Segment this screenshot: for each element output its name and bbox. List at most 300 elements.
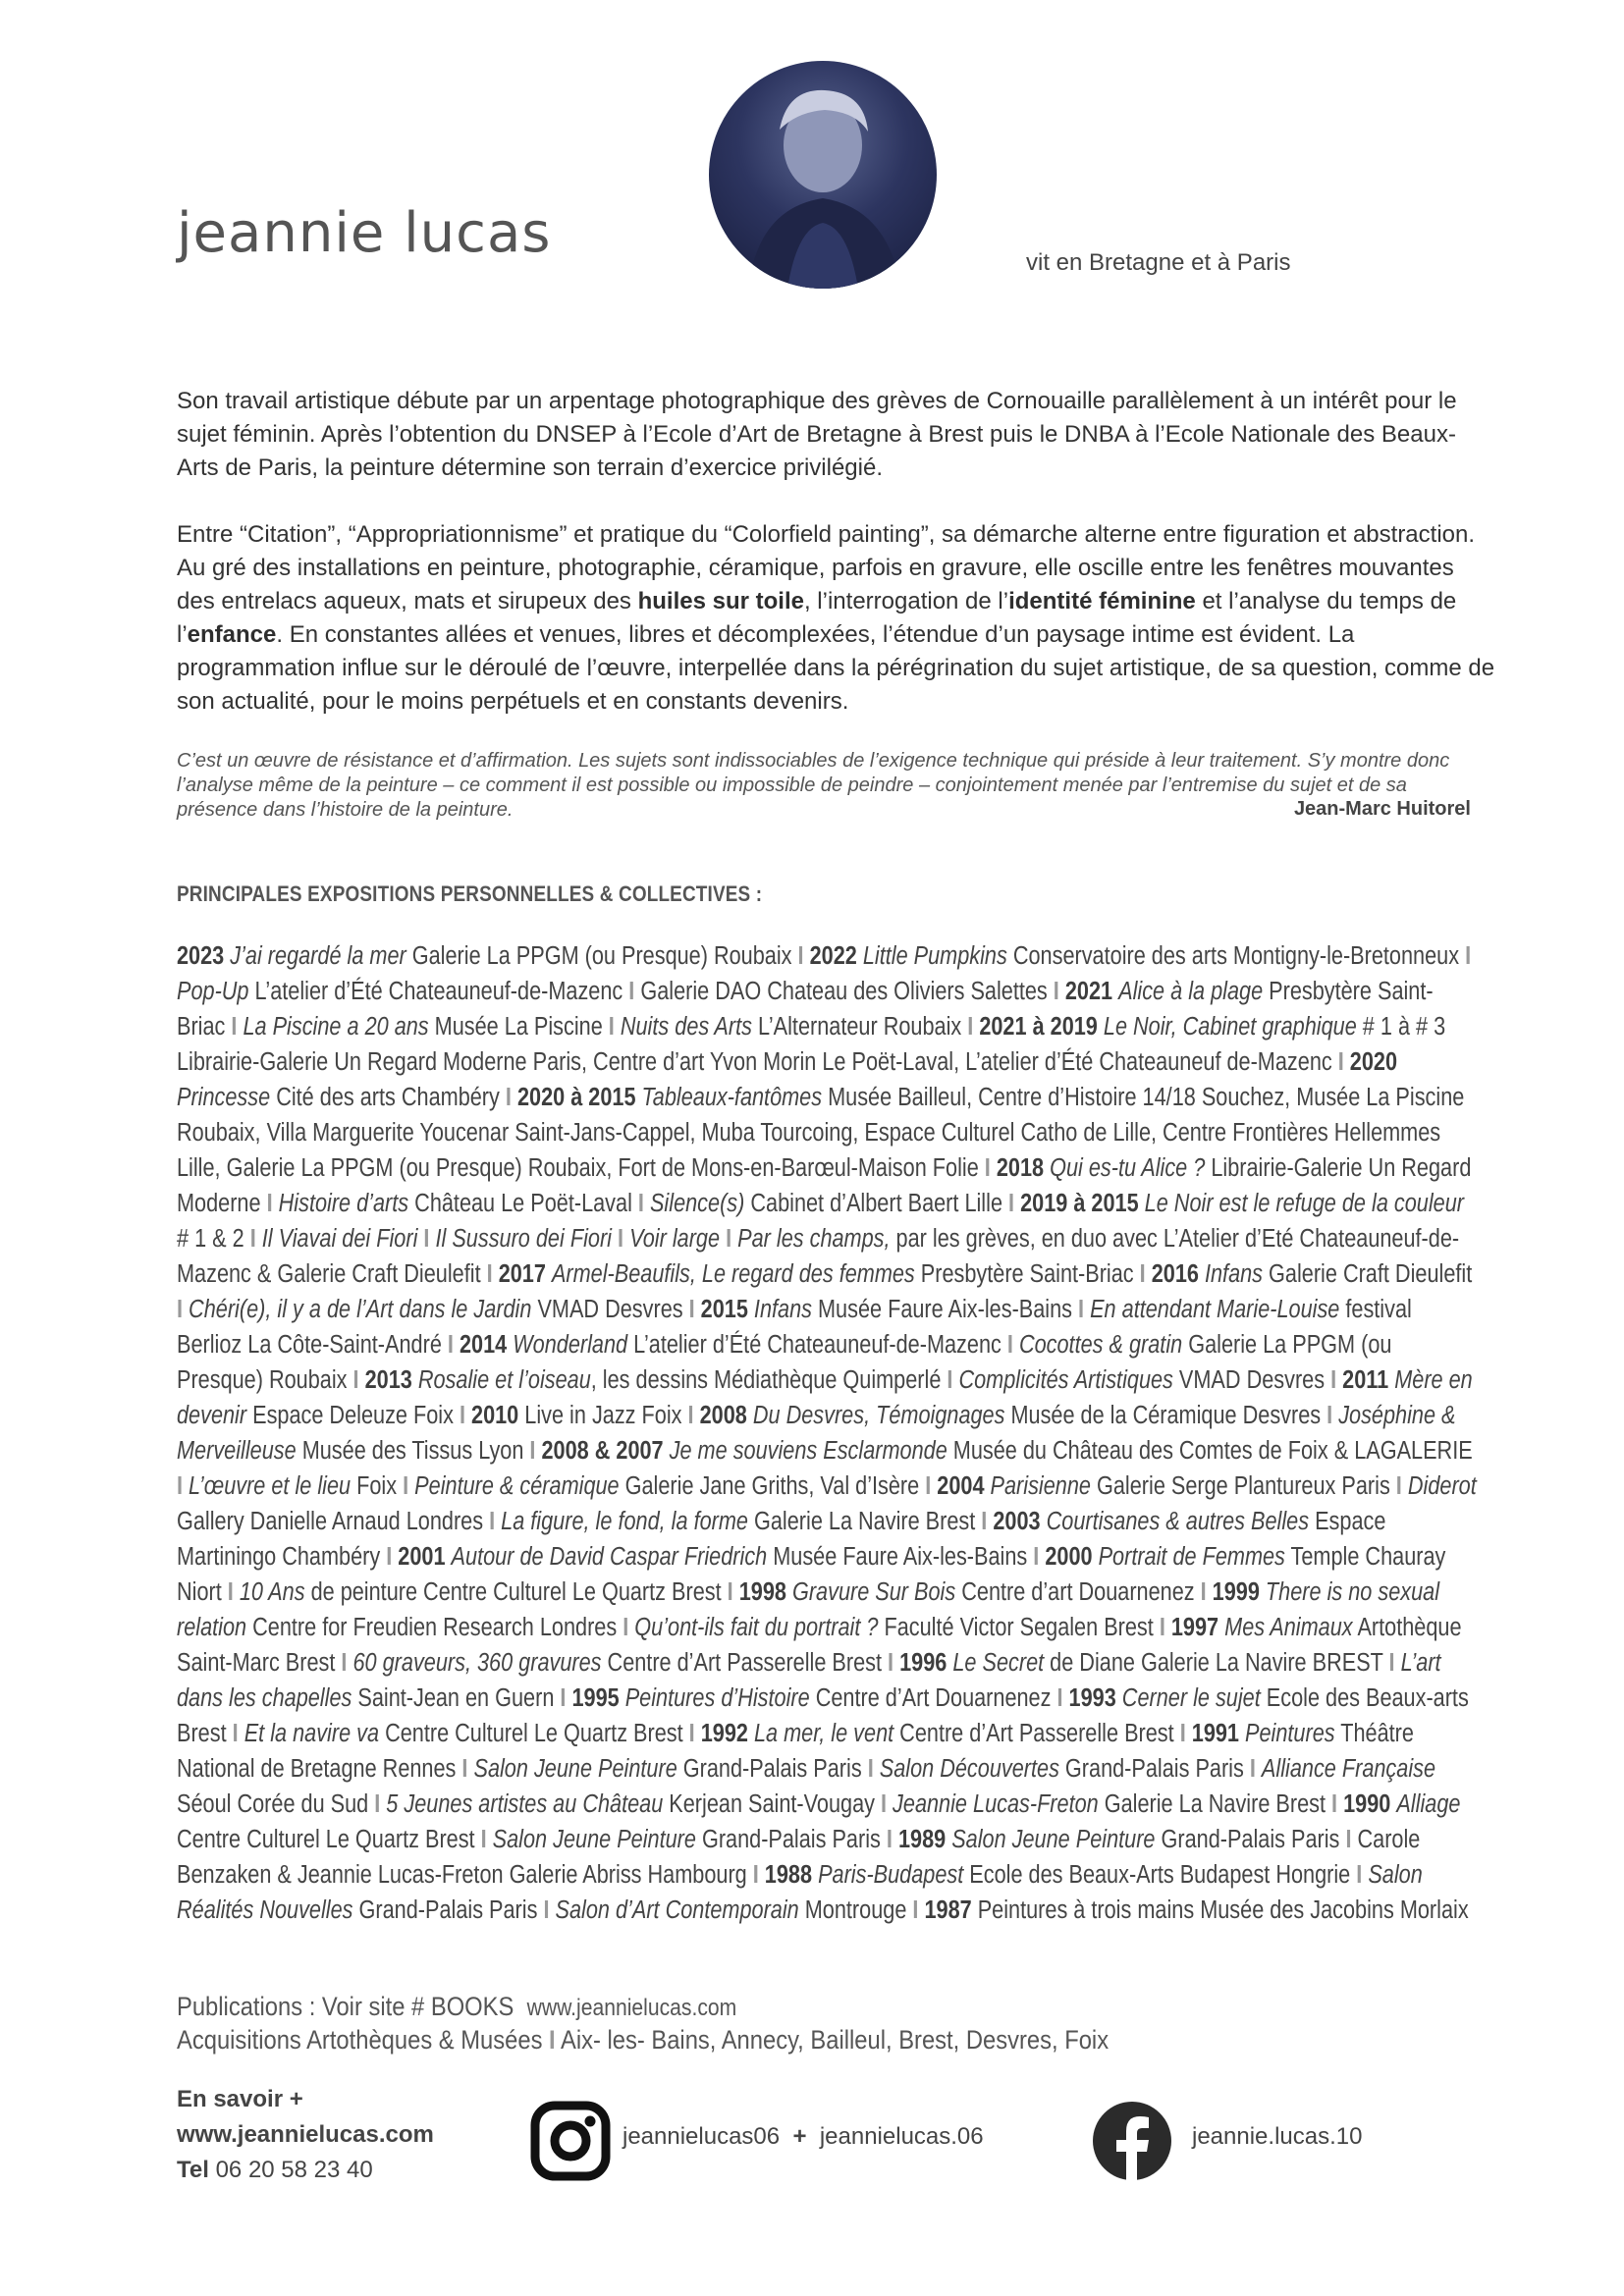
exhibition-entry — [417, 1225, 612, 1253]
exhibition-title: There is no sexual relation — [177, 1578, 1440, 1641]
exhibition-venue: Centre Culturel Le Quartz Brest — [379, 1720, 683, 1747]
instagram-handles — [623, 2123, 984, 2151]
exhibition-venue: Grand-Palais Paris — [1058, 1755, 1244, 1783]
exhibition-title: Princesse — [177, 1084, 271, 1111]
exhibition-title: Peintures — [1245, 1720, 1335, 1747]
exhibition-title: Diderot — [1407, 1472, 1477, 1500]
exhibition-year: 2020 — [1349, 1048, 1398, 1076]
phone-line — [177, 2153, 434, 2188]
exhibition-entry — [380, 1543, 1027, 1571]
publications-site-link[interactable]: www.jeannielucas.com — [526, 1995, 737, 2021]
exhibition-year: 1988 — [764, 1861, 813, 1889]
publications-block — [177, 1991, 1109, 2056]
exhibition-year: 2004 — [937, 1472, 985, 1500]
exhibition-venue: Faculté Victor Segalen Brest — [878, 1614, 1154, 1641]
exhibition-entry — [747, 1861, 1351, 1889]
separator-mark: I — [1200, 1578, 1207, 1606]
exhibition-entry — [483, 1508, 975, 1535]
exhibition-venue: Ecole des Beaux-Arts Budapest Hongrie — [963, 1861, 1351, 1889]
exhibition-venue: Galerie La PPGM (ou Presque) Roubaix — [177, 1331, 1392, 1394]
separator-mark: I — [1249, 1755, 1256, 1783]
exhibition-year: 2003 — [993, 1508, 1041, 1535]
instagram-handle[interactable]: jeannielucas.06 — [819, 2123, 984, 2150]
exhibition-title: Salon Jeune Peinture — [492, 1826, 696, 1853]
exhibition-venue: Musée des Tissus Lyon — [296, 1437, 524, 1465]
exhibition-title: En attendant Marie-Louise — [1090, 1296, 1340, 1323]
exhibition-venue: Théâtre National de Bretagne Rennes — [177, 1720, 1414, 1783]
exhibition-entry — [244, 1225, 418, 1253]
exhibition-title: Pop-Up — [177, 978, 249, 1005]
separator-mark: I — [623, 1614, 629, 1641]
separator-mark: I — [232, 1720, 239, 1747]
exhibition-year: 1992 — [700, 1720, 748, 1747]
exhibition-venue: Cabinet d’Albert Baert Lille — [744, 1190, 1003, 1217]
separator-mark: I — [489, 1508, 496, 1535]
exhibition-title: Et la navire va — [244, 1720, 380, 1747]
exhibition-entry — [231, 1013, 602, 1041]
separator-mark: I — [688, 1296, 695, 1323]
website-link[interactable]: www.jeannielucas.com — [177, 2121, 434, 2148]
publications-line: Publications : Voir site # BOOKS — [177, 1992, 514, 2021]
separator-mark: I — [1139, 1260, 1146, 1288]
exhibition-title: Salon Jeune Peinture — [951, 1826, 1156, 1853]
exhibition-year: 2011 — [1342, 1366, 1389, 1394]
exhibition-venue: Château Le Poët-Laval — [408, 1190, 632, 1217]
exhibition-entry — [906, 1896, 1468, 1924]
exhibition-venue: Artothèque Saint-Marc Brest — [177, 1614, 1462, 1677]
separator-mark: I — [1331, 1790, 1338, 1818]
exhibition-title: Salon Réalités Nouvelles — [177, 1861, 1423, 1924]
exhibition-venue: Librairie-Galerie Un Regard Moderne — [177, 1154, 1472, 1217]
separator-mark: I — [486, 1260, 493, 1288]
exhibition-year: 2023 — [177, 942, 225, 970]
exhibition-venue: # 1 & 2 — [177, 1225, 244, 1253]
exhibition-title: Je me souviens Esclarmonde — [669, 1437, 947, 1465]
exhibition-title: Parisienne — [990, 1472, 1091, 1500]
exhibition-year: 1987 — [924, 1896, 972, 1924]
exhibition-venue: Grand-Palais Paris — [1155, 1826, 1340, 1853]
exhibition-entry — [177, 942, 792, 970]
exhibition-title: Voir large — [629, 1225, 721, 1253]
separator-mark: I — [1330, 1366, 1337, 1394]
exhibition-title: Peinture & céramique — [414, 1472, 620, 1500]
exhibition-venue: Foix — [351, 1472, 398, 1500]
exhibition-entry — [862, 1755, 1244, 1783]
exhibition-year: 2022 — [809, 942, 857, 970]
exhibition-entry — [875, 1790, 1326, 1818]
instagram-icon[interactable] — [530, 2101, 611, 2181]
separator-mark: I — [560, 1684, 567, 1712]
exhibition-entry — [683, 1720, 1174, 1747]
exhibition-venue: Espace Martiningo Chambéry — [177, 1508, 1386, 1571]
exhibition-title: La Piscine a 20 ans — [243, 1013, 429, 1041]
separator-mark: I — [374, 1790, 381, 1818]
separator-mark: I — [984, 1154, 991, 1182]
exhibition-title: L’œuvre et le lieu — [189, 1472, 352, 1500]
separator-mark: I — [1356, 1861, 1363, 1889]
exhibition-venue: Montrouge — [798, 1896, 907, 1924]
exhibition-entry — [177, 1296, 683, 1323]
exhibition-venue: Centre d’Art Passerelle Brest — [893, 1720, 1174, 1747]
exhibition-year: 2017 — [498, 1260, 546, 1288]
contact-block — [177, 2082, 434, 2188]
exhibition-year: 2019 à 2015 — [1020, 1190, 1139, 1217]
exhibition-entry — [442, 1331, 1001, 1359]
exhibition-venue: VMAD Desvres — [531, 1296, 683, 1323]
exhibition-title: Silence(s) — [649, 1190, 745, 1217]
exhibition-entry — [882, 1649, 1382, 1677]
exhibition-venue: Musée Faure Aix-les-Bains — [767, 1543, 1028, 1571]
exhibition-title: 5 Jeunes artistes au Château — [386, 1790, 664, 1818]
separator-mark: I — [726, 1225, 732, 1253]
exhibition-year: 2015 — [700, 1296, 748, 1323]
intro-paragraph-1-text: Son travail artistique débute par un arpentage photographique des grèves de Cornouaille parallèlement à un intérêt pour le sujet féminin. Après l’obtention du DNSEP à l’Ecole d’Art de Bretagne à Brest puis le DNBA à l’Ecole Nationale des Beaux-Arts de Paris, la peinture détermine son terrain d’exercice privilégié. — [177, 388, 1457, 481]
exhibition-title: Nuits des Arts — [620, 1013, 752, 1041]
separator-mark: I — [1033, 1543, 1040, 1571]
exhibition-entry — [523, 1437, 1472, 1465]
separator-mark: I — [543, 1896, 550, 1924]
exhibition-title: Alice à la plage — [1118, 978, 1264, 1005]
exhibition-venue: Conservatoire des arts Montigny-le-Bretonneux — [1006, 942, 1466, 970]
separator-mark: I — [1326, 1402, 1333, 1429]
exhibition-year: 1995 — [571, 1684, 620, 1712]
exhibition-venue: Musée de la Céramique Desvres — [1004, 1402, 1322, 1429]
exhibition-title: Par les champs, — [737, 1225, 891, 1253]
exhibition-title: Peintures d’Histoire — [624, 1684, 810, 1712]
exhibition-venue: Musée du Château des Comtes de Foix & LAGALERIE — [947, 1437, 1473, 1465]
exhibition-title: 10 Ans — [239, 1578, 305, 1606]
separator-mark: I — [1465, 942, 1472, 970]
exhibition-entry — [454, 1402, 682, 1429]
separator-mark: I — [925, 1472, 932, 1500]
intro-text: Entre “Citation”, “Appropriationnisme” et pratique du “Colorfield painting”, sa démarche alterne entre figuration et abstraction. Au gré des installations en peinture, photographie, céramique, parfois en gravure, elle oscille entre les fenêtres mouvantes des entrelacs aqueux, mats et sirupeux des — [177, 521, 1476, 614]
exhibition-entry — [267, 1190, 632, 1217]
exhibition-title: Il Viavai dei Fiori — [261, 1225, 418, 1253]
exhibition-venue: Espace Deleuze Foix — [246, 1402, 454, 1429]
exhibition-year: 1990 — [1343, 1790, 1391, 1818]
exhibition-year: 2021 à 2019 — [979, 1013, 1098, 1041]
intro-text: . En constantes allées et venues, libres et décomplexées, l’étendue d’un paysage intime est évident. La programmation influe sur le déroulé de l’œuvre, interpellée dans la pérégrination du sujet artistique, de sa question, comme de son actualité, pour le moins perpétuels et en constants devenirs. — [177, 621, 1495, 715]
exhibition-year: 2013 — [364, 1366, 412, 1394]
exhibition-venue: Ecole des Beaux-arts Brest — [177, 1684, 1469, 1747]
exhibition-entry — [348, 1366, 942, 1394]
exhibition-venue: Carole Benzaken & Jeannie Lucas-Freton Galerie Abriss Hambourg — [177, 1826, 1421, 1889]
separator-mark: I — [423, 1225, 430, 1253]
exhibitions-list — [177, 938, 1479, 1928]
exhibition-venue: Gallery Danielle Arnaud Londres — [177, 1508, 484, 1535]
exhibition-title: Le Secret — [952, 1649, 1045, 1677]
intro-highlight: identité féminine — [1008, 588, 1196, 614]
exhibition-entry — [683, 1296, 1072, 1323]
exhibition-title: Tableaux-fantômes — [641, 1084, 823, 1111]
exhibition-entry — [368, 1790, 875, 1818]
exhibition-venue: L’atelier d’Été Chateauneuf-de-Mazenc — [627, 1331, 1001, 1359]
instagram-handle[interactable]: jeannielucas06 — [623, 2123, 781, 2150]
exhibition-entry — [617, 1614, 1154, 1641]
separator-mark: I — [1056, 1684, 1063, 1712]
separator-mark: I — [403, 1472, 409, 1500]
acquisitions-places: Aix- les- Bains, Annecy, Bailleul, Brest, Desvres, Foix — [560, 2025, 1110, 2055]
exhibition-year: 1998 — [738, 1578, 786, 1606]
exhibition-title: La figure, le fond, la forme — [501, 1508, 748, 1535]
exhibition-title: Wonderland — [513, 1331, 628, 1359]
acquisitions-line: Acquisitions Artothèques & Musées — [177, 2025, 543, 2055]
location-text: vit en Bretagne et à Paris — [1026, 249, 1291, 276]
exhibition-year: 1993 — [1068, 1684, 1116, 1712]
exhibition-title: Paris-Budapest — [818, 1861, 964, 1889]
exhibition-title: Gravure Sur Bois — [791, 1578, 956, 1606]
exhibition-title: Qui es-tu Alice ? — [1050, 1154, 1206, 1182]
exhibition-entry — [177, 1472, 397, 1500]
separator-mark: I — [231, 1013, 238, 1041]
exhibition-title: Infans — [753, 1296, 812, 1323]
separator-mark: I — [688, 1720, 695, 1747]
separator-mark: I — [461, 1755, 468, 1783]
exhibition-entry — [632, 1190, 1002, 1217]
learn-more-label: En savoir + — [177, 2086, 303, 2112]
exhibition-title: Cocottes & gratin — [1018, 1331, 1183, 1359]
exhibition-entry — [941, 1366, 1325, 1394]
exhibition-year: 1989 — [897, 1826, 947, 1853]
separator-mark: I — [797, 942, 804, 970]
exhibition-venue: Presbytère Saint-Briac — [177, 978, 1434, 1041]
exhibition-venue: Musée Bailleul, Centre d’Histoire 14/18 Souchez, Musée La Piscine Roubaix, Villa Marguerite Youcenar Saint-Jans-Cappel, Muba Tourcoing, Espace Culturel Catho de Lille, Centre Frontières Hellemmes Lille, Galerie La PPGM (ou Presque) Roubaix, Fort de Mons-en-Barœul-Maison Folie — [177, 1084, 1465, 1182]
exhibition-venue: Peintures à trois mains Musée des Jacobins Morlaix — [977, 1896, 1469, 1924]
exhibition-year: 2016 — [1151, 1260, 1199, 1288]
exhibition-entry — [537, 1896, 906, 1924]
separator-mark: I — [266, 1190, 273, 1217]
exhibition-venue: de peinture Centre Culturel Le Quartz Brest — [304, 1578, 722, 1606]
exhibition-title: Rosalie et l’oiseau — [417, 1366, 591, 1394]
separator-mark: I — [1337, 1048, 1344, 1076]
separator-mark: I — [1395, 1472, 1402, 1500]
separator-mark: I — [947, 1366, 953, 1394]
exhibition-entry — [919, 1472, 1390, 1500]
intro-text: , l’interrogation de l’ — [803, 588, 1009, 614]
separator-mark: I — [637, 1190, 644, 1217]
separator-mark: I — [867, 1755, 874, 1783]
exhibition-year: 1999 — [1212, 1578, 1260, 1606]
phone-label: Tel — [177, 2157, 209, 2183]
separator-mark: I — [888, 1649, 894, 1677]
exhibition-title: Qu’ont-ils fait du portrait ? — [634, 1614, 879, 1641]
exhibition-venue: , les dessins Médiathèque Quimperlé — [590, 1366, 942, 1394]
separator-mark: I — [752, 1861, 759, 1889]
separator-mark: I — [505, 1084, 512, 1111]
exhibition-year: 2014 — [459, 1331, 508, 1359]
exhibition-venue: Kerjean Saint-Vougay — [663, 1790, 875, 1818]
portrait-image — [709, 61, 937, 289]
separator-mark: I — [1008, 1190, 1015, 1217]
separator-mark: I — [981, 1508, 988, 1535]
exhibition-title: Complicités Artistiques — [958, 1366, 1173, 1394]
exhibition-entry — [682, 1402, 1322, 1429]
exhibition-title: La mer, le vent — [753, 1720, 894, 1747]
exhibition-title: Chéri(e), il y a de l’Art dans le Jardin — [189, 1296, 532, 1323]
exhibition-venue: Grand-Palais Paris — [352, 1896, 538, 1924]
exhibition-title: Joséphine & Merveilleuse — [177, 1402, 1456, 1465]
exhibition-venue: Centre d’art Douarnenez — [955, 1578, 1195, 1606]
separator-mark: I — [628, 978, 635, 1005]
separator-mark: I — [1159, 1614, 1165, 1641]
separator-mark: I — [1388, 1649, 1395, 1677]
exhibition-title: Mère en devenir — [177, 1366, 1473, 1429]
exhibition-title: Il Sussuro dei Fiori — [435, 1225, 612, 1253]
exhibition-entry — [475, 1826, 881, 1853]
exhibition-title: Armel-Beaufils, Le regard des femmes — [551, 1260, 915, 1288]
exhibition-venue: L’Alternateur Roubaix — [751, 1013, 962, 1041]
exhibition-venue: de Diane Galerie La Navire BREST — [1044, 1649, 1383, 1677]
separator-mark: I — [341, 1649, 348, 1677]
exhibition-venue: Galerie La Navire Brest — [747, 1508, 976, 1535]
separator-mark: I — [1179, 1720, 1186, 1747]
separator-mark: I — [912, 1896, 919, 1924]
exhibition-year: 1997 — [1170, 1614, 1219, 1641]
exhibition-title: Autour de David Caspar Friedrich — [451, 1543, 768, 1571]
separator-mark: I — [459, 1402, 465, 1429]
facebook-icon[interactable] — [1092, 2101, 1172, 2181]
separator-mark: I — [529, 1437, 536, 1465]
exhibition-venue: Centre d’Art Passerelle Brest — [601, 1649, 883, 1677]
separator-mark: I — [177, 1472, 184, 1500]
exhibition-year: 2018 — [996, 1154, 1045, 1182]
exhibition-title: Portrait de Femmes — [1098, 1543, 1285, 1571]
separator-mark: I — [687, 1402, 694, 1429]
exhibition-venue: Galerie La PPGM (ou Presque) Roubaix — [406, 942, 792, 970]
exhibition-venue: Temple Chauray Niort — [177, 1543, 1446, 1606]
plus-sign: + — [792, 2123, 807, 2150]
intro-paragraph-2 — [177, 518, 1497, 719]
intro-highlight: enfance — [187, 621, 277, 648]
exhibition-venue: L’atelier d’Été Chateauneuf-de-Mazenc — [248, 978, 623, 1005]
exhibition-title: Histoire d’arts — [278, 1190, 409, 1217]
exhibition-title: Alliance Française — [1261, 1755, 1436, 1783]
exhibition-venue: Séoul Corée du Sud — [177, 1790, 369, 1818]
exhibition-title: Salon d’Art Contemporain — [555, 1896, 799, 1924]
exhibition-title: L’art dans les chapelles — [177, 1649, 1441, 1712]
exhibition-title: J’ai regardé la mer — [230, 942, 406, 970]
exhibition-title: Le Noir, Cabinet graphique — [1103, 1013, 1357, 1041]
exhibition-venue: Centre Culturel Le Quartz Brest — [177, 1826, 475, 1853]
exhibition-year: 2010 — [471, 1402, 519, 1429]
exhibition-venue: par les grèves, en duo avec L’Atelier d’Eté Chateauneuf-de-Mazenc & Galerie Craft Dieulefit — [177, 1225, 1460, 1288]
portrait-photo — [709, 61, 937, 289]
exhibition-title: Infans — [1204, 1260, 1264, 1288]
artist-name: jeannie lucas — [177, 201, 552, 265]
exhibition-year: 2008 & 2007 — [541, 1437, 664, 1465]
exhibition-venue: Presbytère Saint-Briac — [914, 1260, 1134, 1288]
exhibition-venue: Live in Jazz Foix — [524, 1402, 682, 1429]
exhibition-title: Salon Découvertes — [879, 1755, 1059, 1783]
exhibition-venue: festival Berlioz La Côte-Saint-André — [177, 1296, 1412, 1359]
exhibition-title: Courtisanes & autres Belles — [1046, 1508, 1310, 1535]
exhibition-title: 60 graveurs, 360 gravures — [352, 1649, 602, 1677]
exhibition-venue: Musée La Piscine — [428, 1013, 603, 1041]
separator-mark: I — [1345, 1826, 1352, 1853]
separator-mark: I — [227, 1578, 234, 1606]
exhibition-venue: Centre for Freudien Research Londres — [246, 1614, 618, 1641]
exhibition-title: Salon Jeune Peinture — [473, 1755, 677, 1783]
exhibition-year: 1991 — [1191, 1720, 1239, 1747]
separator-mark: I — [352, 1366, 359, 1394]
separator-mark: I — [549, 2025, 556, 2055]
exhibition-entry — [481, 1260, 1134, 1288]
exhibition-year: 2008 — [699, 1402, 747, 1429]
separator-mark: I — [1006, 1331, 1013, 1359]
exhibition-venue: Grand-Palais Paris — [677, 1755, 862, 1783]
exhibition-venue: Galerie Serge Plantureux Paris — [1090, 1472, 1390, 1500]
exhibition-title: Du Desvres, Témoignages — [752, 1402, 1005, 1429]
separator-mark: I — [608, 1013, 615, 1041]
intro-text: et l’analyse du temps de l’ — [177, 588, 1457, 648]
exhibition-venue: Saint-Jean en Guern — [352, 1684, 555, 1712]
exhibition-venue: Galerie Jane Griths, Val d’Isère — [619, 1472, 920, 1500]
exhibition-entry — [335, 1649, 882, 1677]
separator-mark: I — [177, 1296, 184, 1323]
exhibition-year: 2000 — [1045, 1543, 1093, 1571]
exhibition-title: Alliage — [1396, 1790, 1461, 1818]
exhibition-title: Mes Animaux — [1224, 1614, 1353, 1641]
exhibition-entry — [881, 1826, 1340, 1853]
exhibition-entry — [603, 1013, 961, 1041]
exhibition-title: Le Noir est le refuge de la couleur — [1144, 1190, 1464, 1217]
exhibition-entry — [456, 1755, 861, 1783]
separator-mark: I — [881, 1790, 888, 1818]
exhibition-year: 2001 — [398, 1543, 446, 1571]
exhibition-entry — [227, 1720, 683, 1747]
exhibition-entry — [722, 1578, 1195, 1606]
separator-mark: I — [249, 1225, 256, 1253]
exhibition-year: 2021 — [1064, 978, 1113, 1005]
exhibition-entry — [397, 1472, 919, 1500]
exhibition-entry — [612, 1225, 720, 1253]
separator-mark: I — [886, 1826, 893, 1853]
exhibition-venue: Galerie DAO Chateau des Oliviers Salettes — [640, 978, 1048, 1005]
separator-mark: I — [967, 1013, 974, 1041]
exhibition-entry — [222, 1578, 722, 1606]
exhibition-entry — [623, 978, 1048, 1005]
exhibition-year: 2020 à 2015 — [516, 1084, 636, 1111]
separator-mark: I — [447, 1331, 454, 1359]
exhibition-venue: Galerie La Navire Brest — [1098, 1790, 1326, 1818]
separator-mark: I — [386, 1543, 393, 1571]
exhibition-entry — [1134, 1260, 1473, 1288]
exhibitions-heading: PRINCIPALES EXPOSITIONS PERSONNELLES & COLLECTIVES : — [177, 881, 763, 906]
quote-author: Jean-Marc Huitorel — [1293, 798, 1471, 820]
exhibition-venue: Cité des arts Chambéry — [270, 1084, 500, 1111]
exhibition-venue: Musée Faure Aix-les-Bains — [811, 1296, 1073, 1323]
separator-mark: I — [480, 1826, 487, 1853]
exhibition-venue: # 1 à # 3 Librairie-Galerie Un Regard Moderne Paris, Centre d’art Yvon Morin Le Poët-Laval, L’atelier d’Été Chateauneuf de-Mazenc — [177, 1013, 1446, 1076]
exhibition-title: Little Pumpkins — [862, 942, 1007, 970]
exhibition-year: 1996 — [899, 1649, 947, 1677]
exhibition-title: Cerner le sujet — [1121, 1684, 1261, 1712]
separator-mark: I — [618, 1225, 624, 1253]
exhibition-entry — [792, 942, 1466, 970]
phone-number[interactable]: 06 20 58 23 40 — [208, 2157, 373, 2183]
exhibition-venue: Grand-Palais Paris — [695, 1826, 881, 1853]
exhibition-title: Jeannie Lucas-Freton — [893, 1790, 1099, 1818]
exhibition-venue: Galerie Craft Dieulefit — [1263, 1260, 1473, 1288]
facebook-handle[interactable]: jeannie.lucas.10 — [1192, 2123, 1363, 2150]
exhibition-venue: Centre d’Art Douarnenez — [809, 1684, 1052, 1712]
exhibition-venue: VMAD Desvres — [1172, 1366, 1326, 1394]
intro-highlight: huiles sur toile — [637, 588, 804, 614]
separator-mark: I — [1053, 978, 1059, 1005]
critic-quote: C’est un œuvre de résistance et d’affirmation. Les sujets sont indissociables de l’exigence technique qui préside à leur traitement. S’y montre donc l’analyse même de la peinture – ce comment il est possible ou impossible de peindre – conjointement menée par l’entremise du sujet et de sa présence dans l’histoire de la peinture. — [177, 750, 1450, 821]
separator-mark: I — [727, 1578, 733, 1606]
separator-mark: I — [1078, 1296, 1085, 1323]
